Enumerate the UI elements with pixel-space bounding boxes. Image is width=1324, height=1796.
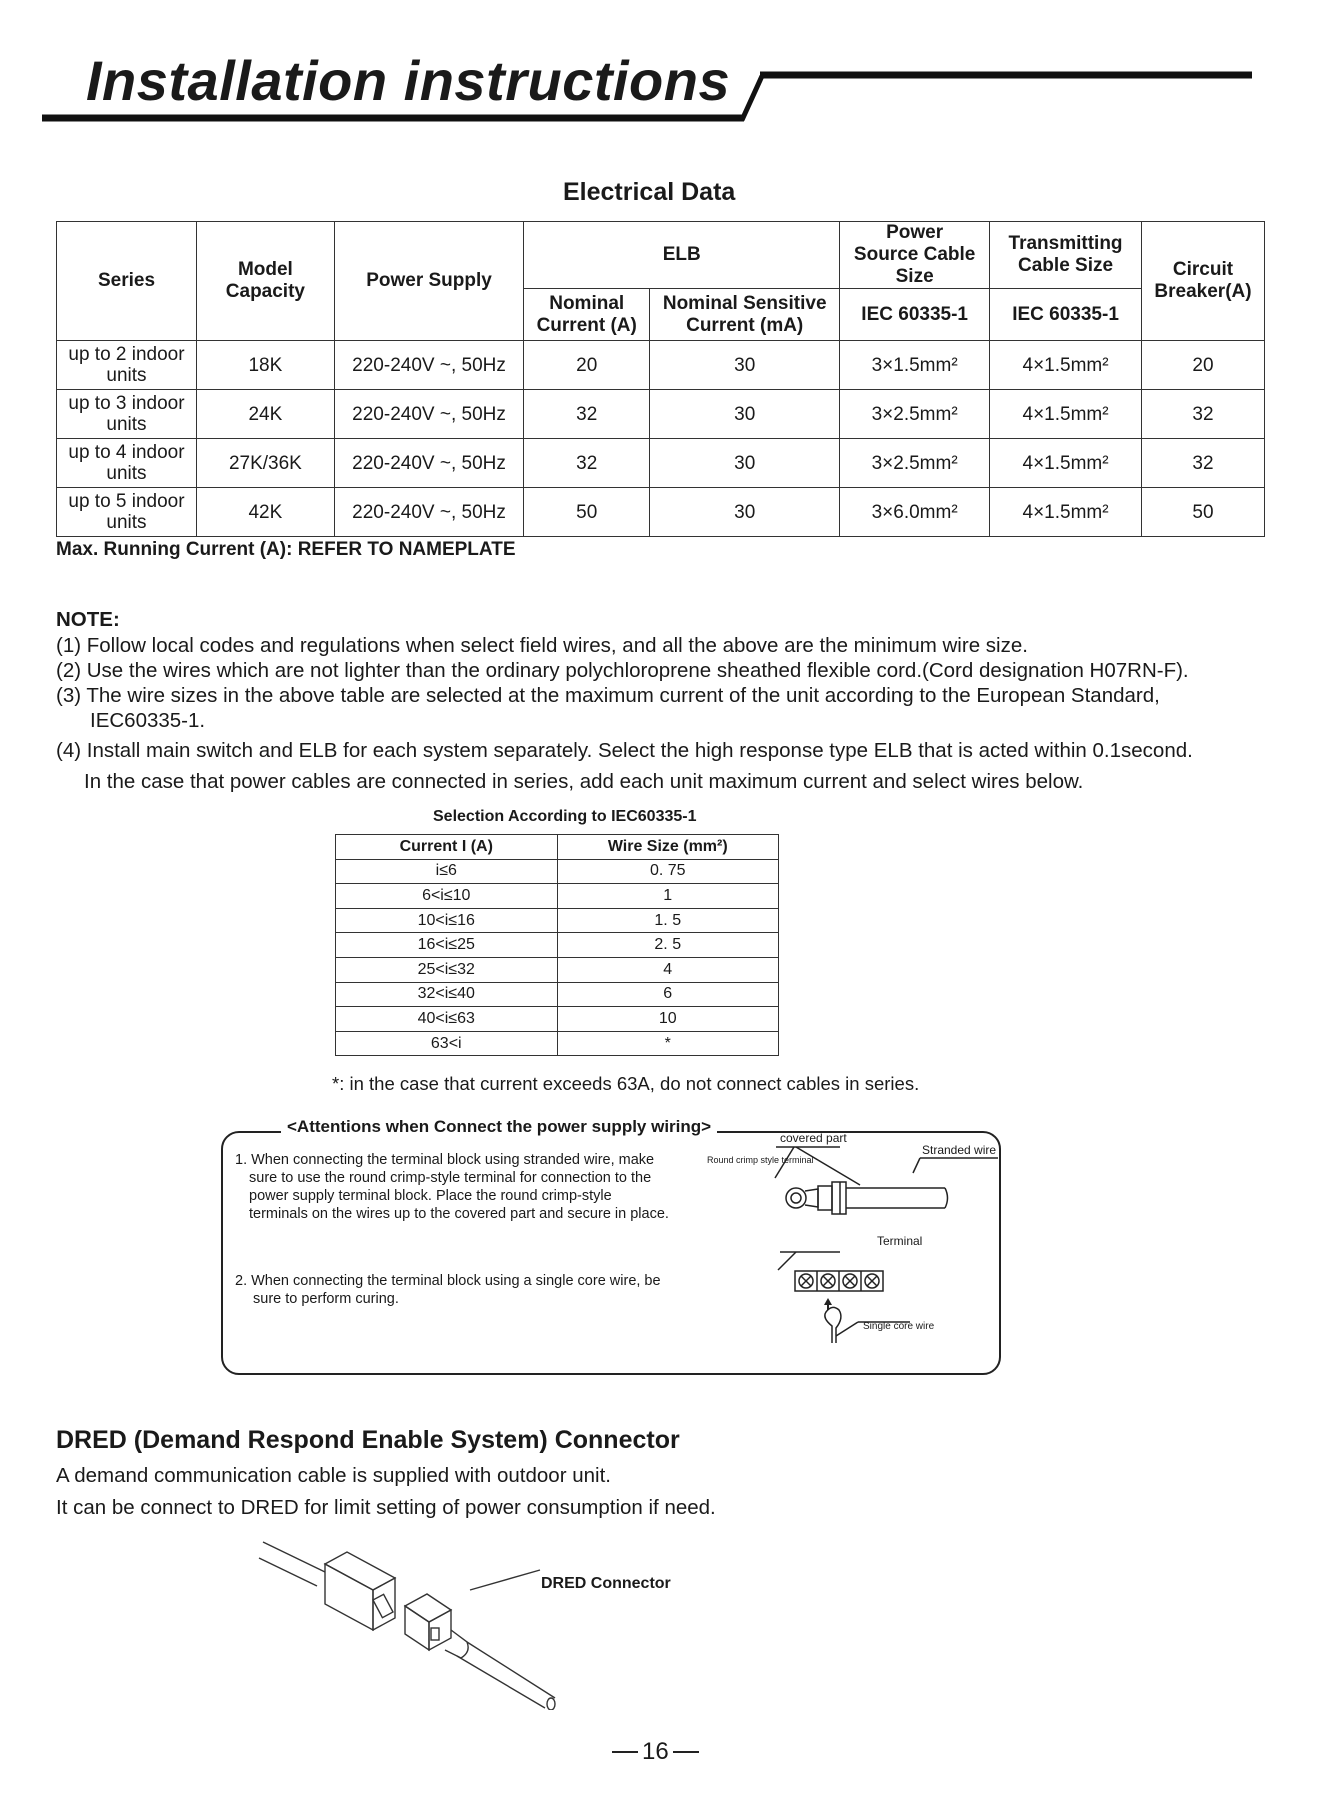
attention-text: power supply terminal block. Place the round crimp-style — [249, 1188, 612, 1204]
note-line-4: (4) Install main switch and ELB for each system separately. Select the high response type ELB that is acted within 0.1second. — [56, 739, 1193, 762]
cell-power-cable: 3×2.5mm² — [840, 390, 990, 439]
cell-current: 50 — [524, 488, 650, 537]
attention-title: <Attentions when Connect the power supply wiring> — [281, 1117, 717, 1137]
cell-model: 18K — [196, 341, 334, 390]
header-series: Series — [57, 222, 197, 341]
cell-power: 220-240V ~, 50Hz — [334, 390, 523, 439]
cell-model: 42K — [196, 488, 334, 537]
cell-wire: 1. 5 — [557, 908, 778, 933]
cell-sensitive: 30 — [650, 488, 840, 537]
dred-connector-illustration — [255, 1530, 575, 1710]
cell-series: up to 5 indoor units — [57, 488, 197, 537]
cell-series: up to 4 indoor units — [57, 439, 197, 488]
note-line-1: (1) Follow local codes and regulations when select field wires, and all the above are the minimum wire size. — [56, 634, 1028, 657]
cell-power-cable: 3×1.5mm² — [840, 341, 990, 390]
header-current: Current I (A) — [336, 835, 558, 860]
header-elb: ELB — [524, 222, 840, 289]
table-row — [336, 933, 779, 958]
page-number — [612, 1738, 699, 1766]
electrical-data-title: Electrical Data — [563, 178, 736, 206]
dred-connector-label: DRED Connector — [541, 1575, 671, 1592]
selection-footnote: *: in the case that current exceeds 63A, do not connect cables in series. — [332, 1073, 920, 1094]
table-row — [57, 341, 1265, 390]
attention-text: terminals on the wires up to the covered part and secure in place. — [249, 1206, 669, 1222]
attention-item-1 — [235, 1151, 669, 1223]
cell-current: 6<i≤10 — [336, 884, 558, 909]
cell-current: 20 — [524, 341, 650, 390]
table-row — [336, 1007, 779, 1032]
header-transmitting-cable: Transmitting Cable Size — [990, 222, 1142, 289]
header-nominal-current: Nominal Current (A) — [524, 289, 650, 341]
terminal-label: Terminal — [877, 1234, 923, 1248]
cell-wire: * — [557, 1031, 778, 1056]
header-power-supply: Power Supply — [334, 222, 523, 341]
table-row — [336, 1031, 779, 1056]
selection-title: Selection According to IEC60335-1 — [433, 808, 697, 825]
cell-sensitive: 30 — [650, 390, 840, 439]
note-heading: NOTE: — [56, 608, 120, 631]
cell-wire: 10 — [557, 1007, 778, 1032]
attention-item-2 — [235, 1272, 661, 1308]
dred-heading: DRED (Demand Respond Enable System) Connector — [56, 1426, 680, 1454]
table-row — [57, 390, 1265, 439]
attention-text: sure to perform curing. — [253, 1291, 399, 1307]
page-number-dash — [612, 1751, 638, 1753]
note-line-3: (3) The wire sizes in the above table are selected at the maximum current of the unit according to the European Standard, — [56, 684, 1160, 707]
dred-line-2: It can be connect to DRED for limit setting of power consumption if need. — [56, 1496, 716, 1519]
cell-current: 40<i≤63 — [336, 1007, 558, 1032]
page-title: Installation instructions — [86, 49, 731, 112]
cell-trans-cable: 4×1.5mm² — [990, 439, 1142, 488]
cell-power-cable: 3×2.5mm² — [840, 439, 990, 488]
page-number-dash — [673, 1751, 699, 1753]
note-line-3-cont: IEC60335-1. — [90, 709, 206, 732]
cell-current: 16<i≤25 — [336, 933, 558, 958]
selection-table — [335, 834, 779, 1056]
cell-power: 220-240V ~, 50Hz — [334, 488, 523, 537]
attention-text: 1. When connecting the terminal block using stranded wire, make — [235, 1152, 655, 1168]
table-row — [57, 488, 1265, 537]
cell-model: 24K — [196, 390, 334, 439]
table-row — [57, 439, 1265, 488]
cell-current: 25<i≤32 — [336, 957, 558, 982]
round-crimp-label: Round crimp style terminal — [707, 1155, 814, 1165]
cell-breaker: 50 — [1142, 488, 1265, 537]
max-running-current: Max. Running Current (A): REFER TO NAMEPLATE — [56, 539, 516, 560]
cell-trans-cable: 4×1.5mm² — [990, 390, 1142, 439]
cell-sensitive: 30 — [650, 439, 840, 488]
single-core-label: Single core wire — [863, 1321, 935, 1332]
cell-breaker: 32 — [1142, 439, 1265, 488]
cell-power: 220-240V ~, 50Hz — [334, 341, 523, 390]
stranded-wire-label: Stranded wire — [922, 1143, 997, 1157]
cell-current: 32<i≤40 — [336, 982, 558, 1007]
attention-text: sure to use the round crimp-style terminal for connection to the — [249, 1170, 652, 1186]
cell-breaker: 32 — [1142, 390, 1265, 439]
header-iec-transmitting: IEC 60335-1 — [990, 289, 1142, 341]
dred-line-1: A demand communication cable is supplied with outdoor unit. — [56, 1464, 611, 1487]
cell-current: 10<i≤16 — [336, 908, 558, 933]
table-row — [336, 859, 779, 884]
header-power-cable: Power Source Cable Size — [840, 222, 990, 289]
table-row — [336, 982, 779, 1007]
note-line-4-cont: In the case that power cables are connected in series, add each unit maximum current and select wires below. — [84, 770, 1084, 793]
header-iec-power: IEC 60335-1 — [840, 289, 990, 341]
cell-current: 32 — [524, 439, 650, 488]
cell-power: 220-240V ~, 50Hz — [334, 439, 523, 488]
cell-series: up to 2 indoor units — [57, 341, 197, 390]
cell-wire: 6 — [557, 982, 778, 1007]
terminal-diagram — [700, 1138, 1000, 1368]
table-row — [336, 884, 779, 909]
cell-trans-cable: 4×1.5mm² — [990, 341, 1142, 390]
header-nominal-sensitive: Nominal Sensitive Current (mA) — [650, 289, 840, 341]
header-wire-size: Wire Size (mm²) — [557, 835, 778, 860]
cell-wire: 4 — [557, 957, 778, 982]
note-line-2: (2) Use the wires which are not lighter than the ordinary polychloroprene sheathed flexible cord.(Cord designation H07RN-F). — [56, 659, 1189, 682]
cell-trans-cable: 4×1.5mm² — [990, 488, 1142, 537]
page-number-value: 16 — [642, 1738, 669, 1765]
table-row — [336, 908, 779, 933]
cell-breaker: 20 — [1142, 341, 1265, 390]
cell-wire: 0. 75 — [557, 859, 778, 884]
header-breaker: Circuit Breaker(A) — [1142, 222, 1265, 341]
header-model: Model Capacity — [196, 222, 334, 341]
cell-wire: 2. 5 — [557, 933, 778, 958]
cell-power-cable: 3×6.0mm² — [840, 488, 990, 537]
covered-part-label: covered part — [780, 1131, 847, 1145]
cell-current: 63<i — [336, 1031, 558, 1056]
electrical-data-table — [56, 221, 1265, 537]
attention-text: 2. When connecting the terminal block using a single core wire, be — [235, 1273, 661, 1289]
cell-current: 32 — [524, 390, 650, 439]
cell-sensitive: 30 — [650, 341, 840, 390]
table-row — [336, 957, 779, 982]
cell-series: up to 3 indoor units — [57, 390, 197, 439]
cell-wire: 1 — [557, 884, 778, 909]
header-rule — [0, 0, 1324, 140]
cell-current: i≤6 — [336, 859, 558, 884]
cell-model: 27K/36K — [196, 439, 334, 488]
